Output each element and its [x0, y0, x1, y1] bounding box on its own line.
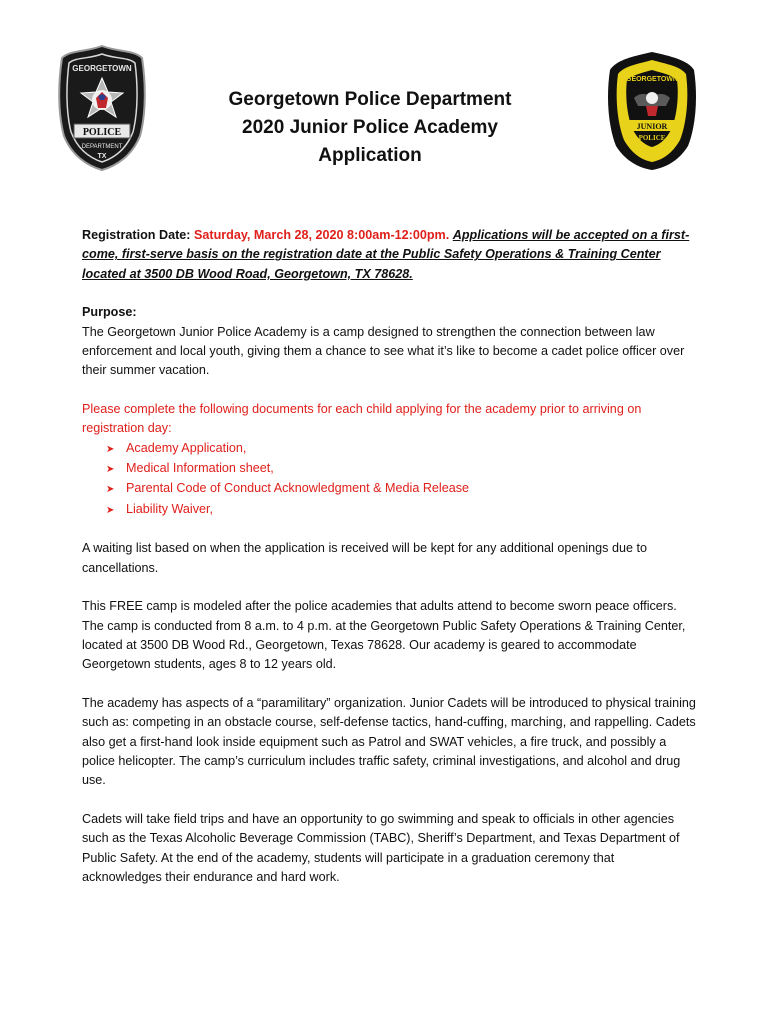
title-line-application: Application [318, 145, 422, 166]
free-camp-paragraph: This FREE camp is modeled after the police academies that adults attend to become sworn peace officers. The camp is conducted from 8 a.m. to 4 p.m. at the Georgetown Public Safety Operations & Training Center, located at 3500 DB Wood Rd., Georgetown, Texas 78628. Our academy is geared to accommodate Georgetown students, ages 8 to 12 years old. [82, 599, 686, 672]
police-badge-icon [56, 44, 148, 172]
registration-label: Registration Date: [82, 228, 191, 242]
document-body [82, 226, 696, 887]
left-badge-ring-text: DEPARTMENT [81, 144, 123, 150]
right-badge-top-text: GEORGETOWN [626, 76, 678, 83]
right-badge-banner-text: JUNIOR [636, 122, 668, 131]
arrow-bullet-icon: ➤ [106, 464, 115, 476]
junior-police-badge-logo [604, 50, 700, 172]
arrow-bullet-icon: ➤ [106, 443, 115, 455]
registration-paragraph [82, 226, 696, 284]
list-item: ➤ Medical Information sheet, [106, 459, 696, 479]
list-item: ➤ Liability Waiver, [106, 500, 696, 520]
left-badge-banner-text: POLICE [82, 127, 122, 138]
waiting-list-paragraph: A waiting list based on when the application is received will be kept for any additional openings due to cancellations. [82, 541, 647, 575]
registration-accepted-note: Applications will be accepted on a first-come, first-serve basis on the registration date at the Public Safety Operations & Training Center located at 3500 DB Wood Road, Georgetown, TX 78628. [82, 228, 690, 281]
list-item: ➤ Academy Application, [106, 439, 696, 459]
title-line-department: Georgetown Police Department [228, 89, 512, 110]
left-badge-bottom-text: TX [97, 153, 107, 160]
arrow-bullet-icon: ➤ [106, 504, 115, 516]
paramilitary-paragraph: The academy has aspects of a “paramilitary” organization. Junior Cadets will be introduced to physical training such as: competing in an obstacle course, self-defense tactics, hand-cuffing, marching, and rappelling. Cadets also get a first-hand look inside equipment such as Patrol and SWAT vehicles, a fire truck, and possibly a police helicopter. The camp’s curriculum includes traffic safety, criminal investigations, and alcohol and drug use. [82, 695, 696, 788]
documents-intro: Please complete the following documents for each child applying for the academy prior to arriving on registration day: [82, 401, 642, 436]
purpose-text: The Georgetown Junior Police Academy is a camp designed to strengthen the connection between law enforcement and local youth, giving them a chance to see what it’s like to become a cadet police officer over their summer vacation. [82, 324, 685, 378]
title-line-academy: 2020 Junior Police Academy [242, 117, 498, 138]
list-item: ➤ Parental Code of Conduct Acknowledgment & Media Release [106, 479, 696, 499]
page-title [180, 86, 560, 170]
field-trips-paragraph: Cadets will take field trips and have an opportunity to go swimming and speak to officials in other agencies such as the Texas Alcoholic Beverage Commission (TABC), Sheriff’s Department, and Texas Department of Public Safety. At the end of the academy, students will participate in a graduation ceremony that acknowledges their endurance and hard work. [82, 811, 680, 884]
documents-list [82, 439, 696, 521]
right-badge-ring-text: POLICE [638, 134, 666, 142]
purpose-heading: Purpose: [82, 305, 137, 320]
police-department-badge-logo [56, 44, 148, 172]
right-badge-bottom-text: ACADEMY [639, 148, 665, 154]
arrow-bullet-icon: ➤ [106, 484, 115, 496]
junior-badge-icon [604, 50, 700, 172]
left-badge-top-text: GEORGETOWN [72, 64, 132, 73]
registration-date: Saturday, March 28, 2020 8:00am-12:00pm. [193, 228, 450, 242]
